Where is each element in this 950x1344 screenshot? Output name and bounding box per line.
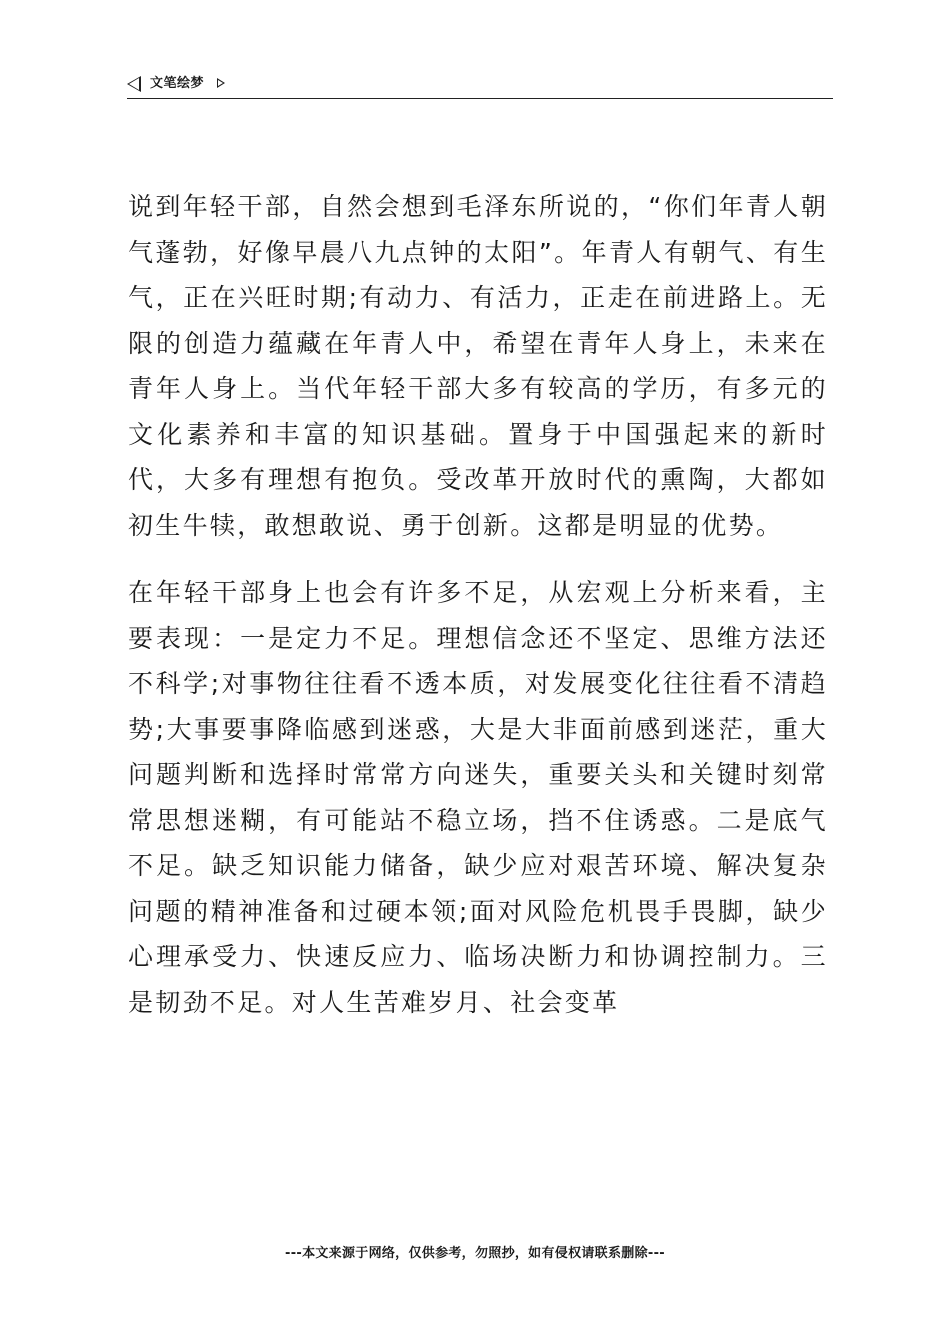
header-title: 文笔绘梦: [150, 76, 205, 91]
document-body: [128, 184, 828, 1025]
page-header: [127, 74, 833, 99]
triangle-right-icon: [217, 78, 225, 88]
page-footer: ---本文来源于网络，仅供参考，勿照抄，如有侵权请联系删除---: [285, 1246, 665, 1261]
paragraph: 在年轻干部身上也会有许多不足，从宏观上分析来看，主要表现：一是定力不足。理想信念还不坚定、思维方法还不科学;对事物往往看不透本质，对发展变化往往看不清趋势;大事要事降临感到迷惑，大是大非面前感到迷茫，重大问题判断和选择时常常方向迷失，重要关头和关键时刻常常思想迷糊，有可能站不稳立场，挡不住诱惑。二是底气不足。缺乏知识能力储备，缺少应对艰苦环境、解决复杂问题的精神准备和过硬本领;面对风险危机畏手畏脚，缺少心理承受力、快速反应力、临场决断力和协调控制力。三是韧劲不足。对人生苦难岁月、社会变革: [128, 578, 828, 1017]
paragraph: 说到年轻干部，自然会想到毛泽东所说的，“你们年青人朝气蓬勃，好像早晨八九点钟的太阳”。年青人有朝气、有生气，正在兴旺时期;有动力、有活力，正走在前进路上。无限的创造力蕴藏在年青人中，希望在青年人身上，未来在青年人身上。当代年轻干部大多有较高的学历，有多元的文化素养和丰富的知识基础。置身于中国强起来的新时代，大多有理想有抱负。受改革开放时代的熏陶，大都如初生牛犊，敢想敢说、勇于创新。这都是明显的优势。: [128, 192, 828, 540]
triangle-left-icon: [127, 76, 141, 92]
